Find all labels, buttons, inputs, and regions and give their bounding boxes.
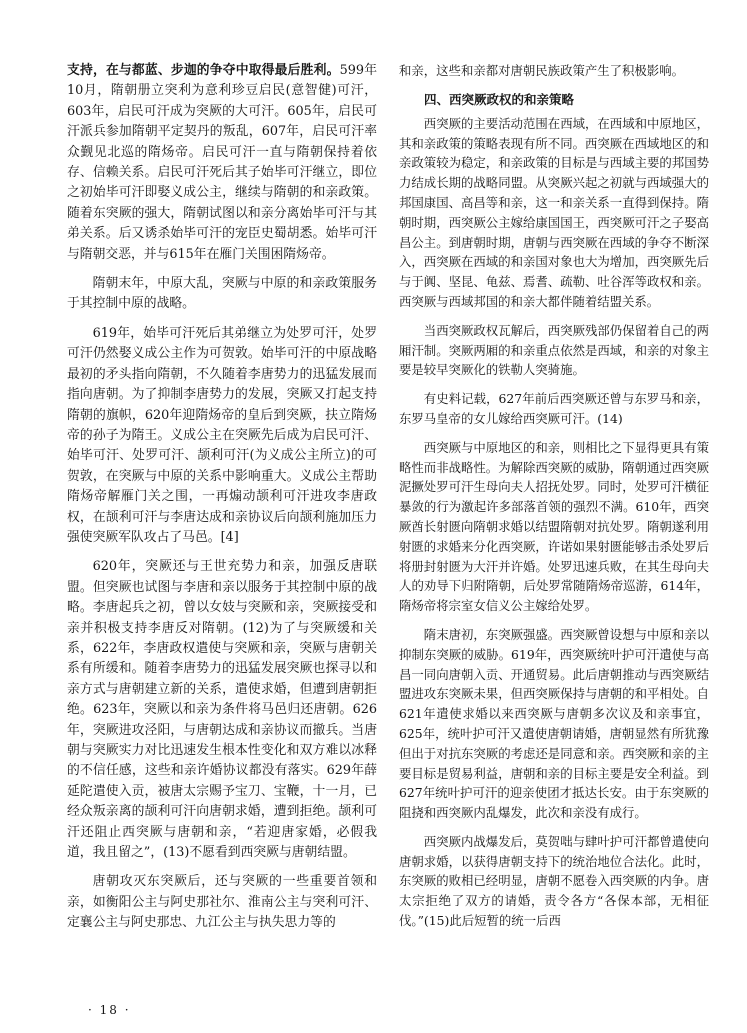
left-column bbox=[67, 61, 377, 943]
paragraph: 620年，突厥还与王世充势力和亲，加强反唐联盟。但突厥也试图与李唐和亲以服务于其控制中原的战略。李唐起兵之初，曾以女妓与突厥和亲，突厥接受和亲并积极支持李唐反对隋朝。(12)为了与突厥缓和关系，622年，李唐政权遣使与突厥和亲，突厥与唐朝关系有所缓和。随着李唐势力的迅猛发展突厥也探寻以和亲方式与唐朝建立新的关系，遣使求婚，但遭到唐朝拒绝。623年，突厥以和亲为条件将马邑归还唐朝。626年，突厥进攻泾阳，与唐朝达成和亲协议而撤兵。当唐朝与突厥实力对比迅速发生根本性变化和双方难以冰释的不信任感，这些和亲许婚协议都没有落实。629年薛延陀遣使入贡，被唐太宗赐予宝刀、宝鞭，十一月，已经众叛亲离的颉利可汗向唐朝求婚，遭到拒绝。颉利可汗还阻止西突厥与唐朝和亲，“若迎唐家婚，必假我道，我且留之”，(13)不愿看到西突厥与唐朝结盟。 bbox=[67, 559, 377, 861]
paragraph bbox=[67, 61, 377, 265]
paragraph: 隋朝末年，中原大乱，突厥与中原的和亲政策服务于其控制中原的战略。 bbox=[67, 276, 377, 312]
paragraph: 西突厥与中原地区的和亲，则相比之下显得更具有策略性而非战略性。为解除西突厥的威胁，隋朝通过西突厥泥撅处罗可汗生母向夫人招抚处罗。同时，处罗可汗横征暴敛的行为激起许多部落首领的强烈不满。610年，西突厥酋长射匮向隋朝求婚以结盟隋朝对抗处罗。隋朝遂利用射匮的求婚来分化西突厥，许诺如果射匮能够击杀处罗后将册封射匮为大汗并许婚。处罗迅速兵败，在其生母向夫人的劝导下归附隋朝，后处罗常随隋炀帝巡游，614年，隋炀帝将宗室女信义公主嫁给处罗。 bbox=[399, 439, 709, 614]
paragraph: 和亲，这些和亲都对唐朝民族政策产生了积极影响。 bbox=[399, 63, 684, 78]
right-column bbox=[399, 61, 709, 940]
paragraph-text: 599年10月，隋朝册立突利为意利珍豆启民(意智健)可汗，603年，启民可汗成为突厥的大可汗。605年，启民可汗派兵参加隋朝平定契丹的叛乱，607年，启民可汗率众觐见北巡的隋炀帝。启民可汗一直与隋朝保持着依存、信赖关系。启民可汗死后其子始毕可汗继立，即位之初始毕可汗即娶义成公主，继续与隋朝的和亲政策。随着东突厥的强大，隋朝试图以和亲分离始毕可汗与其弟关系。后又诱杀始毕可汗的宠臣史蜀胡悉。始毕可汗与隋朝交恶，并与615年在雁门关围困隋炀帝。 bbox=[67, 63, 377, 262]
paragraph: 当西突厥政权瓦解后，西突厥残部仍保留着自己的两厢汗制。突厥两厢的和亲重点依然是西域，和亲的对象主要是较早突厥化的铁勒人突骑施。 bbox=[399, 322, 709, 378]
bold-lead-text: 支持，在与都蓝、步迦的争夺中取得最后胜利。 bbox=[67, 63, 340, 78]
paragraph: 唐朝攻灭东突厥后，还与突厥的一些重要首领和亲，如衡阳公主与阿史那社尔、淮南公主与突利可汗、定襄公主与阿史那忠、九江公主与执失思力等的 bbox=[67, 874, 377, 931]
page-number: · 18 · bbox=[88, 1003, 131, 1017]
paragraph: 有史料记载，627年前后西突厥还曾与东罗马和亲，东罗马皇帝的女儿嫁给西突厥可汗。(14) bbox=[399, 391, 709, 426]
section-heading: 四、西突厥政权的和亲策略 bbox=[424, 91, 575, 107]
paragraph: 西突厥的主要活动范围在西域，在西域和中原地区，其和亲政策的策略表现有所不同。西突厥在西域地区的和亲政策较为稳定，和亲政策的目标是与西域主要的邦国势力结成长期的战略同盟。从突厥兴起之初就与西域强大的邦国康国、高昌等和亲，这一和亲关系一直得到保持。隋朝时期，西突厥公主嫁给康国国王，西突厥可汗之子娶高昌公主。到唐朝时期，唐朝与西突厥在西域的争夺不断深入，西突厥在西域的和亲国对象也大为增加，西突厥先后与于阗、坚昆、龟兹、焉耆、疏勒、吐谷浑等政权和亲。西突厥与西域邦国的和亲大都伴随着结盟关系。 bbox=[399, 115, 709, 309]
paragraph: 619年，始毕可汗死后其弟继立为处罗可汗，处罗可汗仍然娶义成公主作为可贺敦。始毕可汗的中原战略最初的矛头指向隋朝，不久随着李唐势力的迅猛发展而指向唐朝。为了抑制李唐势力的发展，突厥又打起支持隋朝的旗帜，620年迎隋炀帝的皇后到突厥，扶立隋炀帝的孙子为隋王。义成公主在突厥先后成为启民可汗、始毕可汗、处罗可汗、颉利可汗(为义成公主所立)的可贺敦，在突厥与中原的关系中影响重大。义成公主帮助隋炀帝解雁门关之围，一再煽动颉利可汗进攻李唐政权，在颉利可汗与李唐达成和亲协议后向颉利施加压力强使突厥军队攻占了马邑。[4] bbox=[67, 325, 377, 545]
paragraph: 隋末唐初，东突厥强盛。西突厥曾设想与中原和亲以抑制东突厥的威胁。619年，西突厥统叶护可汗遣使与高昌一同向唐朝入贡、开通贸易。此后唐朝推动与西突厥结盟进攻东突厥未果，但西突厥保持与唐朝的和平相处。自621年遣使求婚以来西突厥与唐朝多次议及和亲事宜，625年，统叶护可汗又遣使唐朝请婚，唐朝显然有所犹豫但出于对抗东突厥的考虑还是同意和亲。西突厥和亲的主要目标是贸易利益，唐朝和亲的目标主要是安全利益。到627年统叶护可汗的迎亲使团才抵达长安。由于东突厥的阻挠和西突厥内乱爆发，此次和亲没有成行。 bbox=[399, 626, 709, 821]
paragraph: 西突厥内战爆发后，莫贺咄与肆叶护可汗都曾遣使向唐朝求婚，以获得唐朝支持下的统治地位合法化。此时，东突厥的败相已经明显，唐朝不愿卷入西突厥的内争。唐太宗拒绝了双方的请婚，责令各方“各保本部，无相征伐。”(15)此后短暂的统一后西 bbox=[399, 833, 709, 929]
